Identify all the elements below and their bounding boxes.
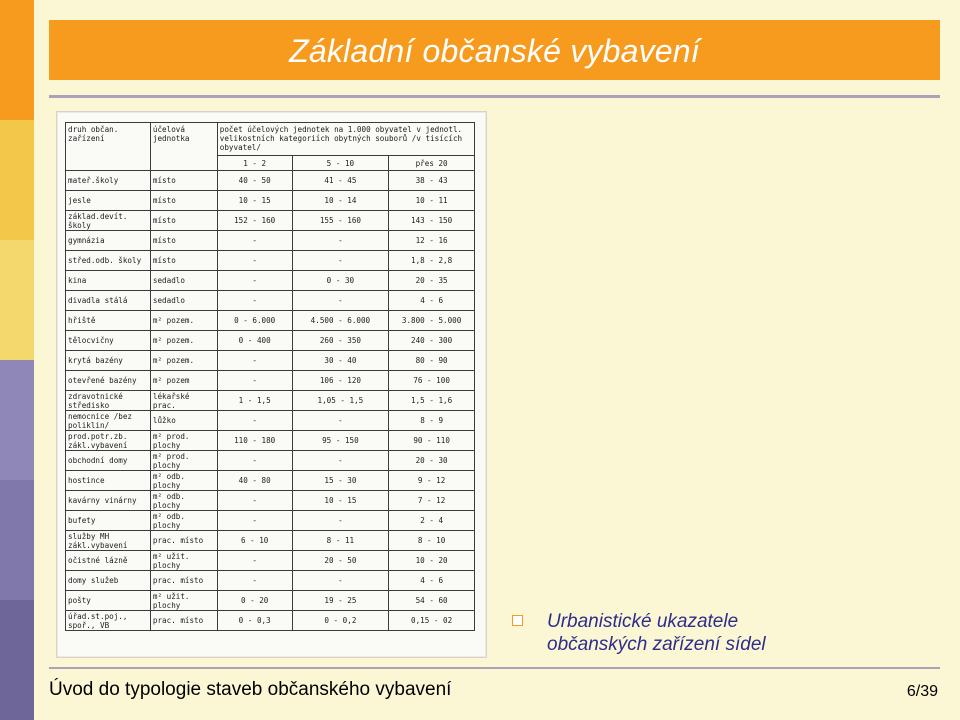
table-row: [66, 591, 475, 611]
cell-unit: prac. místo: [150, 531, 217, 551]
footer-text: Úvod do typologie staveb občanského vybavení: [49, 679, 452, 700]
cell-unit: m² užit. plochy: [150, 551, 217, 571]
amenity-table: [65, 122, 475, 631]
table-header-row: [66, 123, 475, 156]
cell-a: -: [217, 251, 292, 271]
cell-c: 8 - 9: [389, 411, 475, 431]
cell-b: -: [292, 451, 389, 471]
cell-type: krytá bazény: [66, 351, 151, 371]
cell-type: obchodní domy: [66, 451, 151, 471]
caption-line-2: občanských zařízení sídel: [547, 634, 766, 655]
cell-unit: sedadlo: [150, 291, 217, 311]
cell-type: prod.potr.zb. zákl.vybavení: [66, 431, 151, 451]
table-row: [66, 611, 475, 631]
table-row: [66, 231, 475, 251]
cell-c: 80 - 90: [389, 351, 475, 371]
cell-unit: m² odb. plochy: [150, 491, 217, 511]
cell-c: 2 - 4: [389, 511, 475, 531]
cell-unit: m² prod. plochy: [150, 451, 217, 471]
cell-a: 0 - 0,3: [217, 611, 292, 631]
slide-title: Základní občanské vybavení: [289, 33, 700, 69]
cell-a: -: [217, 351, 292, 371]
cell-a: -: [217, 411, 292, 431]
cell-type: gymnázia: [66, 231, 151, 251]
cell-b: -: [292, 251, 389, 271]
table-row: [66, 271, 475, 291]
cell-unit: místo: [150, 251, 217, 271]
cell-type: střed.odb. školy: [66, 251, 151, 271]
page-number: 6/39: [906, 683, 938, 700]
cell-type: hostince: [66, 471, 151, 491]
cell-b: 41 - 45: [292, 171, 389, 191]
cell-c: 10 - 11: [389, 191, 475, 211]
cell-b: 20 - 50: [292, 551, 389, 571]
cell-unit: místo: [150, 191, 217, 211]
header-group-3: přes 20: [389, 156, 475, 171]
cell-a: -: [217, 491, 292, 511]
cell-c: 90 - 110: [389, 431, 475, 451]
cell-type: služby MH zákl.vybavení: [66, 531, 151, 551]
square-bullet-icon: [512, 615, 523, 626]
cell-c: 20 - 35: [389, 271, 475, 291]
cell-c: 76 - 100: [389, 371, 475, 391]
cell-a: 0 - 400: [217, 331, 292, 351]
cell-b: 155 - 160: [292, 211, 389, 231]
table-row: [66, 311, 475, 331]
cell-a: 10 - 15: [217, 191, 292, 211]
cell-unit: místo: [150, 211, 217, 231]
cell-unit: m² odb. plochy: [150, 471, 217, 491]
cell-type: zdravotnické středisko: [66, 391, 151, 411]
cell-b: 95 - 150: [292, 431, 389, 451]
cell-c: 38 - 43: [389, 171, 475, 191]
table-row: [66, 511, 475, 531]
footer-divider: [49, 667, 940, 669]
table-row: [66, 471, 475, 491]
header-unit: účelová jednotka: [150, 123, 217, 171]
cell-b: -: [292, 571, 389, 591]
cell-c: 10 - 20: [389, 551, 475, 571]
cell-b: -: [292, 231, 389, 251]
cell-type: otevřené bazény: [66, 371, 151, 391]
caption-line-1: Urbanistické ukazatele: [547, 611, 739, 632]
table-row: [66, 431, 475, 451]
table-row: [66, 391, 475, 411]
header-count: počet účelových jednotek na 1.000 obyvatel v jednotl. velikostních kategoriích obytných souborů /v tisících obyvatel/: [217, 123, 474, 156]
header-group-2: 5 - 10: [292, 156, 389, 171]
cell-a: -: [217, 231, 292, 251]
cell-a: 6 - 10: [217, 531, 292, 551]
cell-type: jesle: [66, 191, 151, 211]
cell-c: 143 - 150: [389, 211, 475, 231]
table-row: [66, 531, 475, 551]
cell-c: 7 - 12: [389, 491, 475, 511]
cell-type: úřad.st.poj., spoř., VB: [66, 611, 151, 631]
cell-a: 152 - 160: [217, 211, 292, 231]
cell-type: nemocnice /bez poliklin/: [66, 411, 151, 431]
table-row: [66, 191, 475, 211]
cell-a: -: [217, 511, 292, 531]
cell-a: 40 - 50: [217, 171, 292, 191]
cell-c: 20 - 30: [389, 451, 475, 471]
cell-unit: lůžko: [150, 411, 217, 431]
cell-type: očistné lázně: [66, 551, 151, 571]
scanned-table-image: [56, 111, 487, 658]
table-row: [66, 411, 475, 431]
cell-unit: m² pozem.: [150, 331, 217, 351]
header-group-1: 1 - 2: [217, 156, 292, 171]
cell-b: 260 - 350: [292, 331, 389, 351]
cell-b: 15 - 30: [292, 471, 389, 491]
table-row: [66, 211, 475, 231]
cell-a: -: [217, 551, 292, 571]
cell-a: 1 - 1,5: [217, 391, 292, 411]
title-divider: [49, 95, 940, 98]
cell-b: -: [292, 511, 389, 531]
cell-b: 8 - 11: [292, 531, 389, 551]
cell-c: 3.800 - 5.000: [389, 311, 475, 331]
cell-b: 30 - 40: [292, 351, 389, 371]
table-row: [66, 371, 475, 391]
cell-a: 40 - 80: [217, 471, 292, 491]
cell-unit: lékařské prac.: [150, 391, 217, 411]
cell-b: 1,05 - 1,5: [292, 391, 389, 411]
cell-c: 1,8 - 2,8: [389, 251, 475, 271]
cell-b: 10 - 15: [292, 491, 389, 511]
cell-unit: místo: [150, 231, 217, 251]
cell-c: 4 - 6: [389, 291, 475, 311]
cell-c: 8 - 10: [389, 531, 475, 551]
cell-c: 0,15 - 02: [389, 611, 475, 631]
table-row: [66, 491, 475, 511]
cell-type: kina: [66, 271, 151, 291]
cell-a: 0 - 20: [217, 591, 292, 611]
cell-a: -: [217, 571, 292, 591]
cell-b: 19 - 25: [292, 591, 389, 611]
cell-unit: sedadlo: [150, 271, 217, 291]
cell-unit: m² pozem: [150, 371, 217, 391]
cell-c: 240 - 300: [389, 331, 475, 351]
cell-type: základ.devít. školy: [66, 211, 151, 231]
table-row: [66, 551, 475, 571]
cell-b: 106 - 120: [292, 371, 389, 391]
cell-a: 0 - 6.000: [217, 311, 292, 331]
cell-type: divadla stálá: [66, 291, 151, 311]
cell-b: 0 - 30: [292, 271, 389, 291]
cell-a: -: [217, 271, 292, 291]
table-row: [66, 251, 475, 271]
header-type: druh občan. zařízení: [66, 123, 151, 171]
cell-a: -: [217, 451, 292, 471]
table-row: [66, 171, 475, 191]
cell-unit: m² pozem.: [150, 351, 217, 371]
table-row: [66, 331, 475, 351]
cell-b: -: [292, 411, 389, 431]
cell-b: -: [292, 291, 389, 311]
caption: [547, 610, 766, 656]
cell-unit: m² pozem.: [150, 311, 217, 331]
cell-type: tělocvičny: [66, 331, 151, 351]
cell-type: mateř.školy: [66, 171, 151, 191]
cell-unit: m² prod. plochy: [150, 431, 217, 451]
cell-c: 54 - 60: [389, 591, 475, 611]
cell-a: -: [217, 291, 292, 311]
cell-a: 110 - 180: [217, 431, 292, 451]
cell-c: 1,5 - 1,6: [389, 391, 475, 411]
cell-unit: prac. místo: [150, 611, 217, 631]
table-row: [66, 291, 475, 311]
cell-c: 12 - 16: [389, 231, 475, 251]
cell-unit: místo: [150, 171, 217, 191]
cell-type: kavárny vinárny: [66, 491, 151, 511]
cell-c: 4 - 6: [389, 571, 475, 591]
cell-b: 10 - 14: [292, 191, 389, 211]
left-accent-bar: [0, 0, 34, 720]
cell-unit: prac. místo: [150, 571, 217, 591]
table-row: [66, 351, 475, 371]
table-row: [66, 571, 475, 591]
cell-unit: m² užit. plochy: [150, 591, 217, 611]
cell-type: hřiště: [66, 311, 151, 331]
cell-c: 9 - 12: [389, 471, 475, 491]
table-row: [66, 451, 475, 471]
cell-b: 0 - 0,2: [292, 611, 389, 631]
cell-a: -: [217, 371, 292, 391]
cell-unit: m² odb. plochy: [150, 511, 217, 531]
cell-type: domy služeb: [66, 571, 151, 591]
cell-b: 4.500 - 6.000: [292, 311, 389, 331]
cell-type: pošty: [66, 591, 151, 611]
cell-type: bufety: [66, 511, 151, 531]
